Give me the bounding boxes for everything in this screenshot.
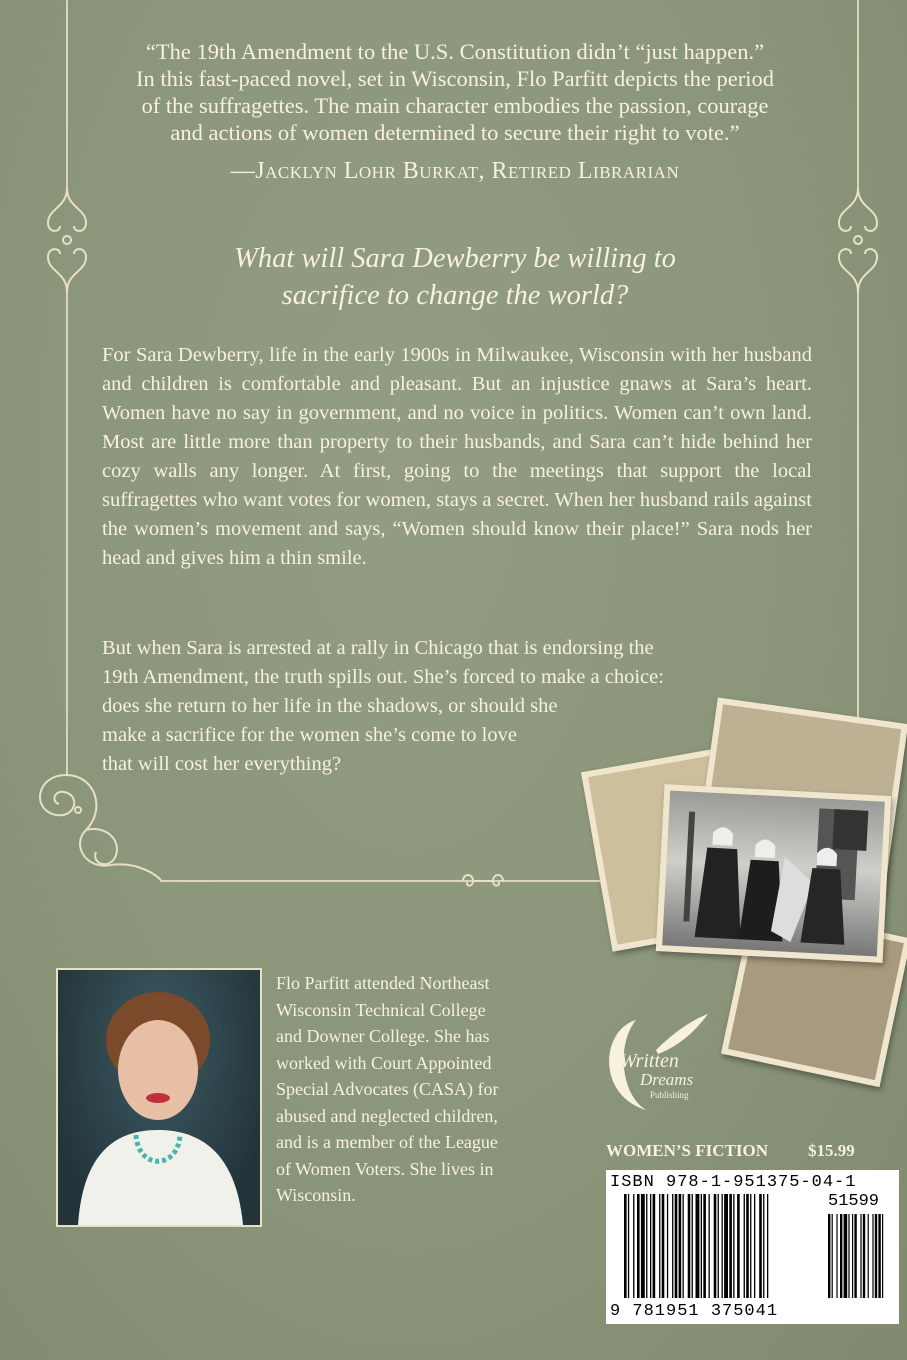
endorsement-quote (70, 38, 840, 146)
tagline-line-1: What will Sara Dewberry be willing to (234, 243, 676, 274)
logo-written: Written (620, 1050, 679, 1072)
bio-line-3: and Downer College. She has (276, 1026, 490, 1046)
description-paragraph-1: For Sara Dewberry, life in the early 1900s in Milwaukee, Wisconsin with her husband and children is comfortable and pleasant. But an injustice gnaws at Sara’s heart. Women have no say in government, and no voice in politics. Women can’t own land. Most are little more than property to their husbands, and Sara can’t hide behind her cozy walls any longer. At first, going to the meetings that support the local suffragettes who want votes for women, stays a secret. When her husband rails against the women’s movement and says, “Women should know their place!” Sara nods her head and gives him a thin smile. (102, 344, 812, 569)
addon-number: 51599 (828, 1192, 880, 1211)
bio-line-5: Special Advocates (CASA) for (276, 1079, 499, 1099)
frame-right-line (857, 0, 859, 188)
publisher-logo (596, 1010, 716, 1120)
quote-line-1: “The 19th Amendment to the U.S. Constitution didn’t “just happen.” (145, 39, 765, 64)
bio-line-9: Wisconsin. (276, 1185, 356, 1205)
scroll-ornament-right-icon (829, 188, 887, 292)
price-label: $15.99 (808, 1141, 855, 1160)
tagline (100, 240, 810, 314)
frame-left-line (66, 0, 68, 188)
suffragettes-silhouette-icon (662, 790, 885, 956)
p2-line-5: that will cost her everything? (102, 753, 342, 775)
p2-line-2: 19th Amendment, the truth spills out. She’s forced to make a choice: (102, 666, 664, 688)
p2-line-1: But when Sara is arrested at a rally in Chicago that is endorsing the (102, 637, 654, 659)
bio-line-4: worked with Court Appointed (276, 1052, 492, 1073)
quote-line-3: of the suffragettes. The main character embodies the passion, courage (141, 93, 769, 118)
quote-line-2: In this fast-paced novel, set in Wisconsin, Flo Parfitt depicts the period (136, 66, 774, 91)
frame-bottom-line (160, 880, 600, 882)
small-flourish-center-icon (458, 870, 508, 892)
bio-line-8: of Women Voters. She lives in (276, 1158, 494, 1179)
logo-dreams: Dreams (640, 1070, 694, 1089)
p2-line-4: make a sacrifice for the women she’s come to love (102, 724, 517, 746)
isbn-barcode (606, 1170, 899, 1324)
quote-attribution: —Jacklyn Lohr Burkat, Retired Librarian (230, 158, 680, 184)
suffragettes-photo (656, 784, 891, 963)
barcode-bars-icon (606, 1170, 899, 1324)
ean-number: 9 781951 375041 (610, 1302, 779, 1321)
frame-left-line-lower (66, 290, 68, 775)
isbn-text: ISBN 978-1-951375-04-1 (610, 1173, 857, 1192)
author-photo (56, 968, 262, 1227)
author-bio (276, 970, 571, 1209)
bio-line-1: Flo Parfitt attended Northeast (276, 973, 490, 993)
bio-line-2: Wisconsin Technical College (276, 999, 486, 1020)
flourish-corner-icon (26, 770, 166, 890)
bio-line-6: abused and neglected children, (276, 1105, 498, 1126)
logo-publishing: Publishing (650, 1090, 689, 1100)
author-portrait-icon (58, 970, 260, 1225)
quote-line-4: and actions of women determined to secure their right to vote.” (170, 120, 740, 145)
genre-label: WOMEN’S FICTION (606, 1141, 768, 1160)
scroll-ornament-left-icon (38, 188, 96, 292)
p2-line-3: does she return to her life in the shadows, or should she (102, 695, 558, 717)
bio-line-7: and is a member of the League (276, 1132, 498, 1152)
tagline-line-2: sacrifice to change the world? (281, 280, 629, 311)
frame-right-line-lower (857, 290, 859, 720)
